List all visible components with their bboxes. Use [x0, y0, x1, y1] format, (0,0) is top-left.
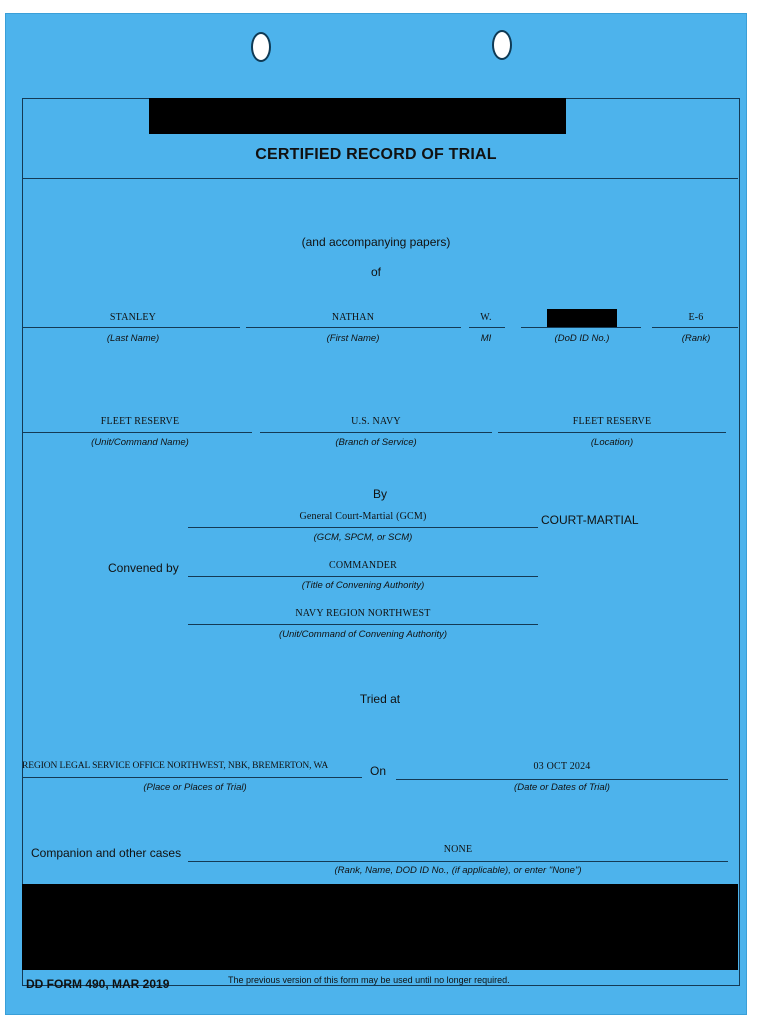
form-id: DD FORM 490, MAR 2019: [26, 977, 170, 991]
place-line: [22, 777, 362, 778]
record-of-trial-cover: [6, 14, 746, 1014]
unit-line-2: [260, 432, 492, 433]
form-title: CERTIFIED RECORD OF TRIAL: [255, 146, 497, 163]
court-type-line: [188, 527, 538, 528]
subtitle: (and accompanying papers): [301, 235, 451, 249]
authority-unit-line: [188, 624, 538, 625]
unit-value: FLEET RESERVE: [100, 416, 180, 427]
location-label: (Location): [590, 437, 634, 448]
title-rule: [22, 178, 738, 179]
court-martial-text: COURT-MARTIAL: [541, 513, 639, 527]
companion-cases-label: (Rank, Name, DOD ID No., (if applicable), or enter "None"): [334, 865, 582, 876]
companion-cases-text: Companion and other cases: [31, 846, 182, 860]
authority-title-label: (Title of Convening Authority): [301, 580, 425, 591]
date-of-trial-label: (Date or Dates of Trial): [514, 782, 610, 793]
mi-value: W.: [480, 312, 492, 323]
on-text: On: [370, 764, 387, 778]
accused-line-4: [521, 327, 641, 328]
rank-value: E-6: [688, 312, 704, 323]
accused-line-3: [469, 327, 505, 328]
convened-by-text: Convened by: [108, 561, 179, 575]
unit-line-3: [498, 432, 726, 433]
court-type-label: (GCM, SPCM, or SCM): [313, 532, 413, 543]
by-text: By: [372, 487, 387, 501]
dod-id-redaction: [547, 309, 617, 327]
branch-label: (Branch of Service): [335, 437, 417, 448]
footer-note: The previous version of this form may be used until no longer required.: [228, 975, 510, 985]
last-name-label: (Last Name): [106, 333, 160, 344]
accused-line-2: [246, 327, 461, 328]
accused-line-1: [22, 327, 240, 328]
redaction-top: [149, 98, 566, 134]
first-name-label: (First Name): [326, 333, 380, 344]
place-of-trial-value: REGION LEGAL SERVICE OFFICE NORTHWEST, NBK, BREMERTON, WA: [22, 761, 329, 771]
redaction-bottom: [22, 884, 738, 970]
authority-title-value: COMMANDER: [329, 560, 397, 571]
first-name-value: NATHAN: [331, 312, 375, 323]
unit-line-1: [22, 432, 252, 433]
dod-id-label: (DoD ID No.): [554, 333, 610, 344]
companion-line: [188, 861, 728, 862]
branch-value: U.S. NAVY: [351, 416, 401, 427]
of-text: of: [370, 265, 381, 279]
rank-label: (Rank): [681, 333, 711, 344]
authority-title-line: [188, 576, 538, 577]
accused-line-5: [652, 327, 738, 328]
location-value: FLEET RESERVE: [572, 416, 652, 427]
court-type-value: General Court-Martial (GCM): [299, 511, 427, 522]
authority-unit-value: NAVY REGION NORTHWEST: [295, 608, 431, 619]
unit-label: (Unit/Command Name): [91, 437, 189, 448]
last-name-value: STANLEY: [109, 312, 157, 323]
punch-hole-left: [251, 32, 271, 62]
companion-cases-value: NONE: [443, 844, 473, 855]
tried-at-text: Tried at: [359, 692, 401, 706]
date-of-trial-value: 03 OCT 2024: [533, 761, 591, 772]
authority-unit-label: (Unit/Command of Convening Authority): [278, 629, 448, 640]
mi-label: MI: [480, 333, 492, 344]
punch-hole-right: [492, 30, 512, 60]
place-of-trial-label: (Place or Places of Trial): [143, 782, 247, 793]
date-line: [396, 779, 728, 780]
